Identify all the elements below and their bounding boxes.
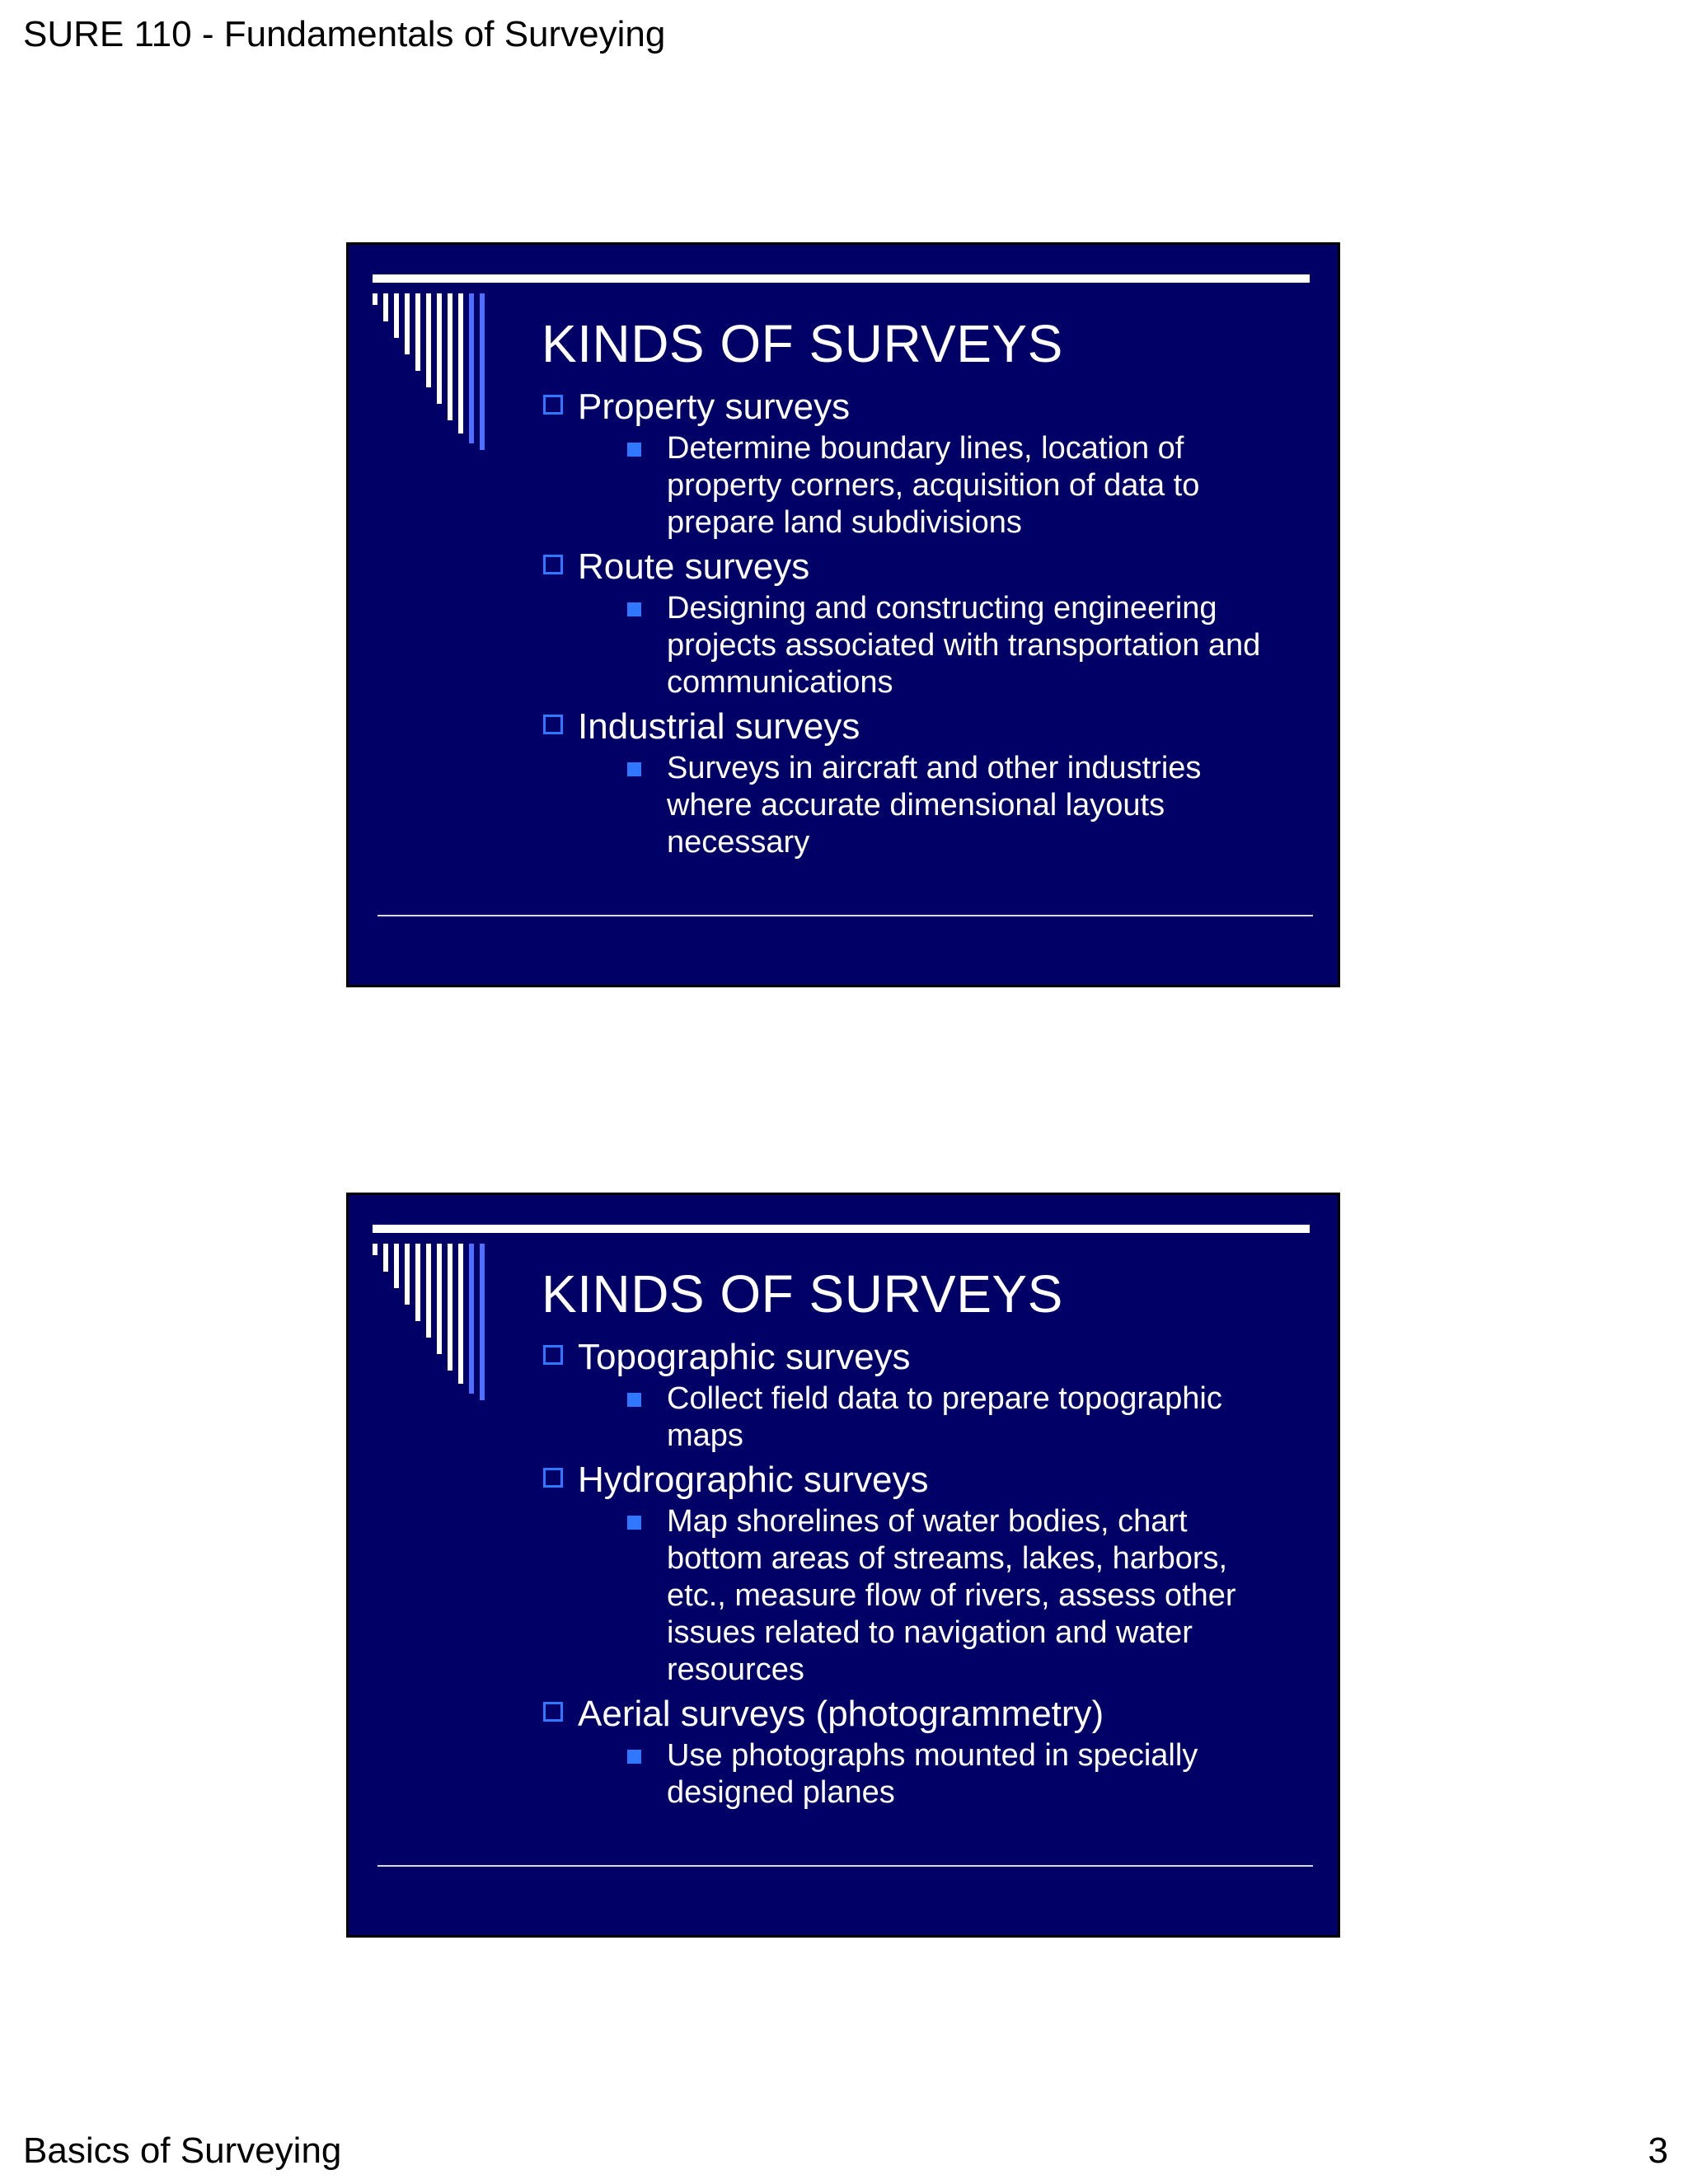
- text-line: Collect field data to prepare topographic: [667, 1381, 1222, 1416]
- page-number: 3: [1648, 2130, 1668, 2171]
- page-header-title: SURE 110 - Fundamentals of Surveying: [23, 14, 666, 54]
- sub-bullet-text: [667, 1380, 1316, 1455]
- page-footer-title: Basics of Surveying: [23, 2130, 342, 2171]
- text-line: resources: [667, 1652, 804, 1687]
- text-line: designed planes: [667, 1775, 895, 1810]
- slide-stripes-decoration: [373, 1244, 513, 1400]
- sub-bullet-list: [578, 1503, 1316, 1689]
- filled-square-bullet-icon: [627, 1750, 641, 1764]
- stripe-accent: [480, 293, 485, 450]
- hollow-square-bullet-icon: [543, 715, 563, 734]
- filled-square-bullet-icon: [627, 443, 641, 457]
- text-line: projects associated with transportation and: [667, 628, 1261, 663]
- text-line: communications: [667, 665, 893, 700]
- bullet-list: [542, 385, 1316, 861]
- stripe: [448, 293, 452, 420]
- slide-top-rule: [373, 274, 1310, 283]
- text-line: bottom areas of streams, lakes, harbors,: [667, 1541, 1228, 1576]
- slide-stripes-decoration: [373, 293, 513, 450]
- stripe-accent: [469, 293, 474, 443]
- stripe: [394, 1244, 399, 1288]
- stripe: [458, 293, 463, 434]
- hollow-square-bullet-icon: [543, 1702, 563, 1722]
- sub-bullet-item: [578, 750, 1316, 861]
- stripe: [394, 293, 399, 338]
- bullet-item: [542, 1335, 1316, 1455]
- text-line: issues related to navigation and water: [667, 1615, 1193, 1650]
- slide-bottom-rule: [377, 1865, 1313, 1867]
- slide-content: [542, 1261, 1316, 1811]
- stripe: [437, 293, 442, 404]
- sub-bullet-text: [667, 750, 1316, 861]
- sub-bullet-list: [578, 590, 1316, 701]
- sub-bullet-list: [578, 1380, 1316, 1455]
- bullet-label: Topographic surveys: [578, 1337, 911, 1377]
- stripe: [426, 1244, 431, 1338]
- sub-bullet-list: [578, 430, 1316, 541]
- sub-bullet-text: [667, 590, 1316, 701]
- bullet-item: [542, 705, 1316, 861]
- stripe: [426, 293, 431, 387]
- text-line: maps: [667, 1418, 743, 1453]
- filled-square-bullet-icon: [627, 602, 641, 616]
- stripe: [415, 1244, 420, 1321]
- slide-content: [542, 311, 1316, 861]
- stripe: [405, 1244, 410, 1305]
- text-line: Determine boundary lines, location of: [667, 431, 1184, 466]
- text-line: prepare land subdivisions: [667, 505, 1022, 540]
- text-line: etc., measure flow of rivers, assess other: [667, 1578, 1236, 1613]
- text-line: property corners, acquisition of data to: [667, 468, 1200, 503]
- text-line: Designing and constructing engineering: [667, 591, 1217, 626]
- stripe: [373, 1244, 377, 1255]
- sub-bullet-item: [578, 1737, 1316, 1811]
- sub-bullet-list: [578, 750, 1316, 861]
- filled-square-bullet-icon: [627, 1393, 641, 1407]
- slide-1: [346, 242, 1340, 987]
- text-line: where accurate dimensional layouts: [667, 788, 1165, 823]
- stripe-accent: [469, 1244, 474, 1394]
- sub-bullet-text: [667, 1737, 1316, 1811]
- bullet-label: Property surveys: [578, 387, 851, 427]
- stripe: [437, 1244, 442, 1354]
- stripe: [448, 1244, 452, 1371]
- hollow-square-bullet-icon: [543, 395, 563, 415]
- text-line: necessary: [667, 825, 810, 860]
- stripe: [373, 293, 377, 305]
- hollow-square-bullet-icon: [543, 555, 563, 574]
- bullet-item: [542, 545, 1316, 701]
- slide-title: KINDS OF SURVEYS: [542, 1264, 1063, 1324]
- filled-square-bullet-icon: [627, 1516, 641, 1530]
- stripe: [415, 293, 420, 371]
- text-line: Use photographs mounted in specially: [667, 1738, 1198, 1773]
- bullet-label: Industrial surveys: [578, 706, 860, 747]
- text-line: Map shorelines of water bodies, chart: [667, 1504, 1188, 1539]
- stripe: [383, 293, 388, 321]
- text-line: Surveys in aircraft and other industries: [667, 751, 1202, 785]
- hollow-square-bullet-icon: [543, 1345, 563, 1365]
- bullet-list: [542, 1335, 1316, 1811]
- bullet-item: [542, 385, 1316, 541]
- bullet-label: Aerial surveys (photogrammetry): [578, 1694, 1104, 1734]
- bullet-item: [542, 1692, 1316, 1811]
- sub-bullet-item: [578, 590, 1316, 701]
- sub-bullet-item: [578, 1503, 1316, 1689]
- sub-bullet-item: [578, 430, 1316, 541]
- slide-bottom-rule: [377, 915, 1313, 916]
- stripe-accent: [480, 1244, 485, 1400]
- bullet-item: [542, 1458, 1316, 1689]
- sub-bullet-list: [578, 1737, 1316, 1811]
- sub-bullet-item: [578, 1380, 1316, 1455]
- stripe: [458, 1244, 463, 1384]
- stripe: [405, 293, 410, 354]
- sub-bullet-text: [667, 1503, 1316, 1689]
- slide-top-rule: [373, 1225, 1310, 1233]
- hollow-square-bullet-icon: [543, 1468, 563, 1488]
- bullet-label: Route surveys: [578, 546, 810, 587]
- stripe: [383, 1244, 388, 1272]
- slide-title: KINDS OF SURVEYS: [542, 314, 1063, 373]
- sub-bullet-text: [667, 430, 1316, 541]
- bullet-label: Hydrographic surveys: [578, 1460, 929, 1500]
- slide-2: [346, 1193, 1340, 1938]
- filled-square-bullet-icon: [627, 762, 641, 776]
